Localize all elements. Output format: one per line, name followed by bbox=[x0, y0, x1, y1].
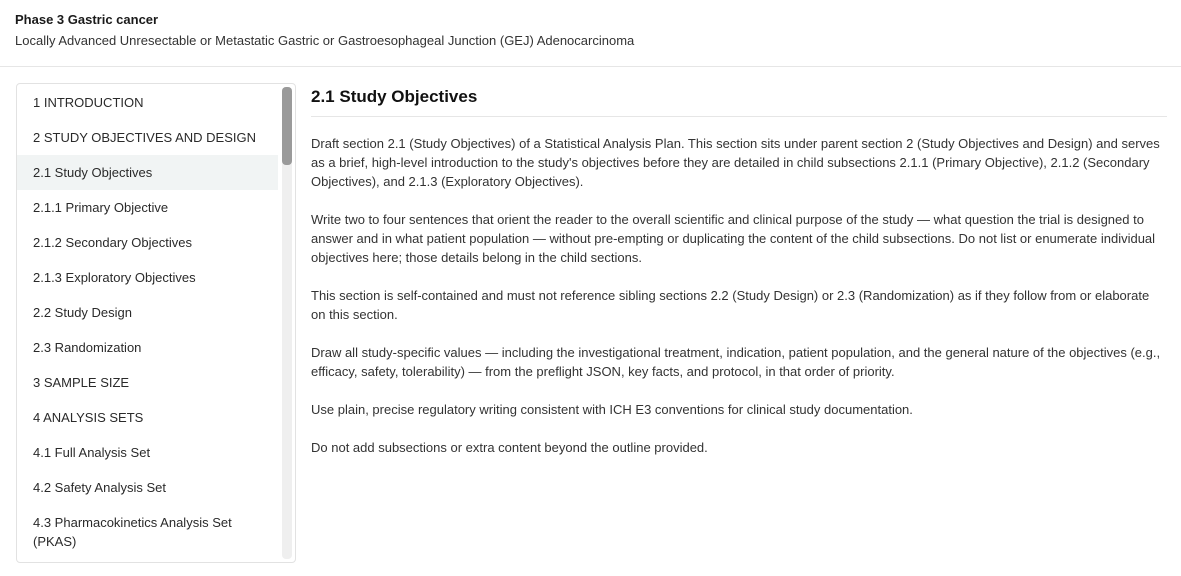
section-paragraph: Draft section 2.1 (Study Objectives) of a Statistical Analysis Plan. This section sits under parent section 2 (Study Objectives and Design) and serves as a brief, high-level introduction to the study's objectives before they are detailed in child subsections 2.1.1 (Primary Objective), 2.1.2 (Secondary Objectives), and 2.1.3 (Exploratory Objectives). bbox=[311, 136, 1160, 189]
sidebar-item[interactable]: 2.1.3 Exploratory Objectives bbox=[33, 270, 196, 285]
section-body bbox=[311, 117, 1167, 457]
study-subtitle: Locally Advanced Unresectable or Metastatic Gastric or Gastroesophageal Junction (GEJ) Adenocarcinoma bbox=[15, 33, 635, 48]
section-content bbox=[311, 86, 1167, 476]
section-paragraph: Use plain, precise regulatory writing consistent with ICH E3 conventions for clinical study documentation. bbox=[311, 402, 913, 417]
sidebar-item[interactable]: 2.2 Study Design bbox=[33, 305, 133, 320]
section-title: 2.1 Study Objectives bbox=[311, 86, 1167, 117]
section-paragraph: This section is self-contained and must not reference sibling sections 2.2 (Study Design) or 2.3 (Randomization) as if they follow from or elaborate on this section. bbox=[311, 288, 1150, 322]
sidebar-item[interactable]: 2 STUDY OBJECTIVES AND DESIGN bbox=[33, 130, 256, 145]
sidebar-item[interactable]: 2.1.1 Primary Objective bbox=[33, 200, 169, 215]
section-paragraph: Do not add subsections or extra content beyond the outline provided. bbox=[311, 440, 708, 455]
section-paragraph: Draw all study-specific values — including the investigational treatment, indication, patient population, and the general nature of the objectives (e.g., efficacy, safety, tolerability) — from the preflight JSON, key facts, and protocol, in that order of priority. bbox=[311, 345, 1161, 379]
outline-sidebar bbox=[16, 83, 296, 563]
sidebar-item[interactable]: 2.1 Study Objectives bbox=[17, 155, 278, 190]
sidebar-item[interactable]: 4.1 Full Analysis Set bbox=[33, 445, 151, 460]
sidebar-item[interactable]: 4.3 Pharmacokinetics Analysis Set (PKAS) bbox=[33, 515, 232, 549]
sidebar-scrollbar[interactable] bbox=[282, 87, 292, 559]
section-paragraph: Write two to four sentences that orient the reader to the overall scientific and clinical purpose of the study — what question the trial is designed to answer and in what patient population — without pre-empting or duplicating the content of the child subsections. Do not list or enumerate individual objectives here; those details belong in the child sections. bbox=[311, 212, 1156, 265]
sidebar-item[interactable]: 2.1.2 Secondary Objectives bbox=[33, 235, 192, 250]
page-header bbox=[0, 0, 1181, 67]
sidebar-scrollbar-thumb[interactable] bbox=[282, 87, 292, 165]
sidebar-item[interactable]: 1 INTRODUCTION bbox=[33, 95, 144, 110]
sidebar-item[interactable]: 2.3 Randomization bbox=[33, 340, 142, 355]
sidebar-item[interactable]: 4 ANALYSIS SETS bbox=[33, 410, 144, 425]
sidebar-item[interactable]: 4.2 Safety Analysis Set bbox=[33, 480, 166, 495]
sidebar-item[interactable]: 3 SAMPLE SIZE bbox=[33, 375, 130, 390]
study-title: Phase 3 Gastric cancer bbox=[15, 12, 159, 27]
outline-list bbox=[17, 84, 279, 562]
